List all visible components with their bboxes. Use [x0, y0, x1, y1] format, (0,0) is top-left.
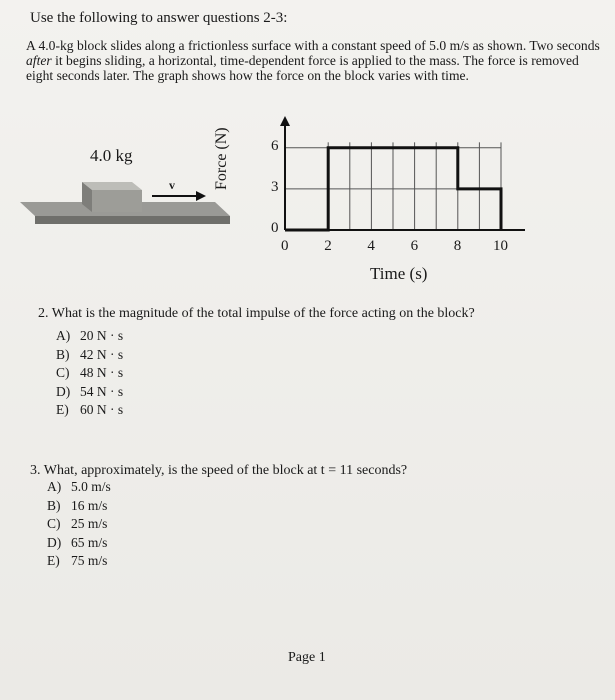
x-tick-label: 0	[281, 238, 289, 254]
intro-italic: after	[26, 53, 52, 68]
q3-option-d[interactable]: D) 65 m/s	[47, 534, 108, 550]
page-number: Page 1	[288, 650, 326, 665]
y-tick-label: 0	[271, 220, 279, 236]
mass-label: 4.0 kg	[90, 146, 133, 165]
q3-option-e[interactable]: E) 75 m/s	[47, 553, 108, 568]
block-diagram	[20, 140, 240, 230]
intro-text-1: A 4.0-kg block slides along a frictionless surface with a constant speed of 5.0 m/s as shown. Two seconds	[26, 38, 600, 53]
problem-intro	[26, 38, 601, 83]
x-axis-title: Time (s)	[370, 264, 428, 283]
q2-option-e[interactable]: E) 60 N · s	[56, 402, 124, 417]
surface-front	[35, 216, 230, 224]
x-tick-label: 2	[324, 238, 332, 254]
velocity-label: v	[169, 178, 175, 192]
y-axis-arrow	[280, 116, 290, 126]
velocity-arrow-head	[196, 191, 206, 201]
force-time-graph	[225, 112, 525, 287]
q2-option-c[interactable]: C) 48 N · s	[56, 365, 124, 380]
q2-option-a[interactable]: A) 20 N · s	[56, 328, 124, 343]
x-tick-label: 6	[410, 238, 419, 254]
y-tick-label: 6	[271, 137, 279, 154]
block-top	[82, 182, 142, 190]
question-2: 2. What is the magnitude of the total impulse of the force acting on the block?	[38, 306, 475, 321]
q3-option-c[interactable]: C) 25 m/s	[47, 516, 108, 531]
question-3: 3. What, approximately, is the speed of the block at t = 11 seconds?	[30, 463, 408, 478]
q2-option-d[interactable]: D) 54 N · s	[56, 383, 124, 399]
y-tick-label: 3	[271, 178, 279, 195]
question-3-options	[47, 478, 111, 571]
x-tick-label: 10	[493, 238, 508, 254]
instructions-header: Use the following to answer questions 2-3:	[30, 10, 288, 26]
x-tick-label: 8	[453, 238, 462, 254]
block-front	[92, 190, 142, 212]
q3-option-a[interactable]: A) 5.0 m/s	[47, 479, 111, 494]
q3-option-b[interactable]: B) 16 m/s	[47, 497, 108, 513]
q2-option-b[interactable]: B) 42 N · s	[56, 346, 124, 362]
question-2-options	[56, 327, 123, 420]
x-tick-label: 4	[367, 238, 375, 254]
intro-text-2: it begins sliding, a horizontal, time-dependent force is applied to the mass. The force is removed eight seconds later. The graph shows how the force on the block varies with time.	[26, 53, 579, 83]
y-axis-title: Force (N)	[213, 127, 230, 190]
